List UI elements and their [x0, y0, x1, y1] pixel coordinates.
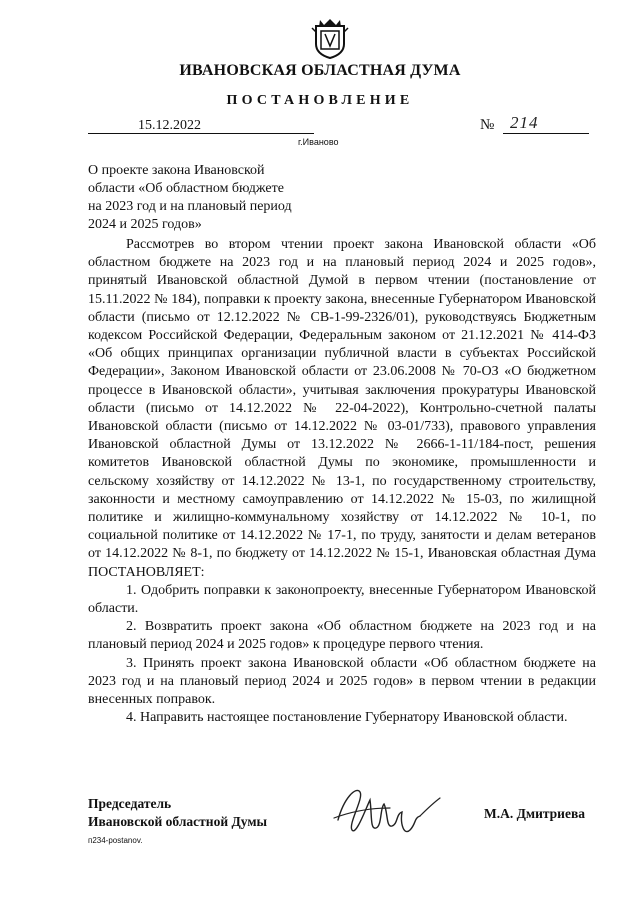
- subject-line: области «Об областном бюджете: [88, 181, 284, 196]
- signer-name: М.А. Дмитриева: [484, 806, 585, 821]
- signer-title-line: Председатель: [88, 796, 172, 811]
- subject-line: 2024 и 2025 годов»: [88, 217, 202, 232]
- subject-line: О проекте закона Ивановской: [88, 163, 265, 178]
- preamble-paragraph: Рассмотрев во втором чтении проект закона Ивановской области «Об областном бюджете на 2023 год и на плановый период 2024 и 2025 годов», принятый Ивановской областной Думой в первом чтении (постановление от 15.11.2022 № 184), поправки к проекту закона, внесенные Губернатором Ивановской области (письмо от 12.12.2022 № СВ-1-99-2326/01), руководствуясь Бюджетным кодексом Российской Федерации, Федеральным законом от 21.12.2021 № 414-ФЗ «Об общих принципах организации публичной власти в субъектах Российской Федерации», Законом Ивановской области от 23.06.2008 № 70-ОЗ «О бюджетном процессе в Ивановской области», учитывая заключения прокуратуры Ивановской области (письмо от 14.12.2022 № 22-04-2022), Контрольно-счетной палаты Ивановской области (письмо от 14.12.2022 № 03-01/733), правового управления Ивановской областной Думы от 13.12.2022 № 2666-1-11/184-пост, решения комитетов Ивановской областной Думы по экономике, промышленности и сельскому хозяйству от 14.12.2022 № 13-1, по государственному строительству, законности и местному самоуправлению от 14.12.2022 № 15-03, по жилищной политике и жилищно-коммунальному хозяйству от 14.12.2022 № 10-1, по социальной политике от 14.12.2022 № 17-1, по труду, занятости и делам ветеранов от 14.12.2022 № 8-1, по бюджету от 14.12.2022 № 15-1, Ивановская областная Дума ПОСТАНОВЛЯЕТ:: [88, 237, 596, 580]
- file-code: п234-postanov.: [88, 836, 143, 845]
- ivanovo-coat-of-arms-icon: [310, 16, 350, 60]
- document-body: [88, 236, 596, 727]
- document-subject: [88, 162, 311, 234]
- organization-name: ИВАНОВСКАЯ ОБЛАСТНАЯ ДУМА: [179, 62, 461, 79]
- resolution-item-1: 1. Одобрить поправки к законопроекту, внесенные Губернатором Ивановской области.: [88, 582, 596, 617]
- document-number: 214: [510, 113, 539, 132]
- city-label: г.Иваново: [298, 137, 339, 147]
- resolution-item-4: 4. Направить настоящее постановление Губернатору Ивановской области.: [126, 710, 568, 726]
- handwritten-signature-icon: [330, 778, 450, 848]
- date-underline: [88, 119, 314, 134]
- resolution-item-2: 2. Возвратить проект закона «Об областном бюджете на 2023 год и на плановый период 2024 и 2025 годов» к процедуре первого чтения.: [88, 619, 596, 653]
- number-label: №: [480, 117, 495, 133]
- document-type: ПОСТАНОВЛЕНИЕ: [226, 93, 414, 108]
- signer-title: [88, 795, 267, 831]
- resolution-item-3: 3. Принять проект закона Ивановской области «Об областном бюджете на 2023 год и на плановый период 2024 и 2025 годов» в первом чтении в редакции внесенных поправок.: [88, 655, 596, 708]
- document-date: 15.12.2022: [138, 118, 201, 133]
- signer-title-line: Ивановской областной Думы: [88, 814, 268, 829]
- subject-line: на 2023 год и на плановый период: [88, 199, 292, 214]
